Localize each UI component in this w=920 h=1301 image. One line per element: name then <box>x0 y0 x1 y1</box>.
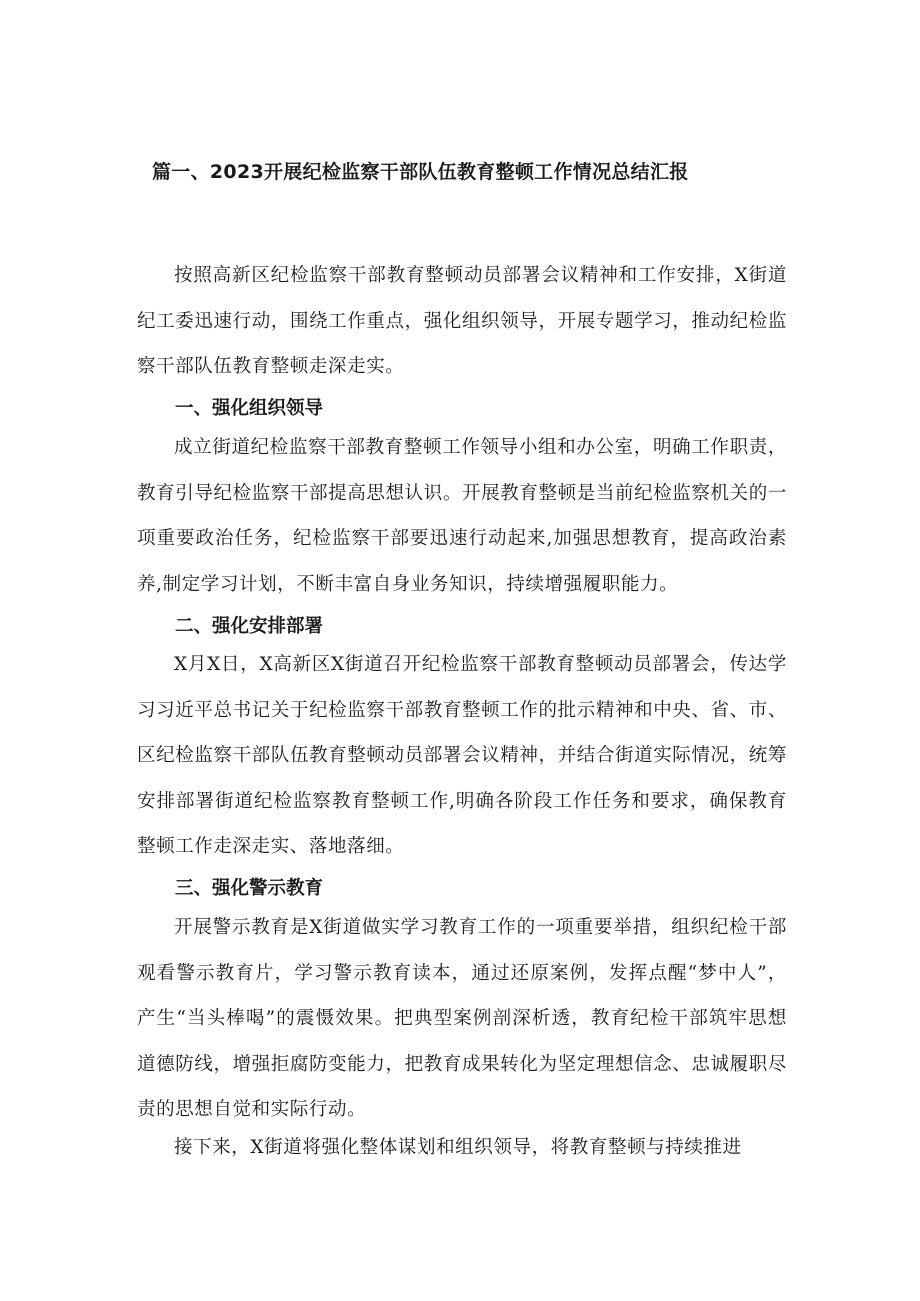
section-heading-arrangement: 二、强化安排部署 <box>175 616 324 637</box>
document-title: 篇一、2023开展纪检监察干部队伍教育整顿工作情况总结汇报 <box>152 161 689 183</box>
section-heading-warning-education: 三、强化警示教育 <box>175 878 324 899</box>
closing-paragraph: 接下来，X街道将强化整体谋划和组织领导，将教育整顿与持续推进 <box>174 1137 742 1158</box>
section-paragraph-organization: 成立街道纪检监察干部教育整顿工作领导小组和办公室，明确工作职责，教育引导纪检监察干部提高思想认识。开展教育整顿是当前纪检监察机关的一项重要政治任务，纪检监察干部要迅速行动起来,加强思想教育，提高政治素养,制定学习计划，不断丰富自身业务知识，持续增强履职能力。 <box>137 437 787 595</box>
section-paragraph-warning-education: 开展警示教育是X街道做实学习教育工作的一项重要举措，组织纪检干部观看警示教育片，学习警示教育读本，通过还原案例，发挥点醒“梦中人”，产生“当头棒喝”的震慑效果。把典型案例剖深析透，教育纪检干部筑牢思想道德防线，增强拒腐防变能力，把教育成果转化为坚定理想信念、忠诚履职尽责的思想自觉和实际行动。 <box>137 917 787 1121</box>
section-paragraph-arrangement: X月X日，X高新区X街道召开纪检监察干部教育整顿动员部署会，传达学习习近平总书记关于纪检监察干部教育整顿工作的批示精神和中央、省、市、区纪检监察干部队伍教育整顿动员部署会议精神，并结合街道实际情况，统筹安排部署街道纪检监察教育整顿工作,明确各阶段工作任务和要求，确保教育整顿工作走深走实、落地落细。 <box>137 654 787 858</box>
intro-paragraph: 按照高新区纪检监察干部教育整顿动员部署会议精神和工作安排，X街道纪工委迅速行动，围绕工作重点，强化组织领导，开展专题学习，推动纪检监察干部队伍教育整顿走深走实。 <box>137 265 787 378</box>
section-heading-organization: 一、强化组织领导 <box>175 398 324 419</box>
